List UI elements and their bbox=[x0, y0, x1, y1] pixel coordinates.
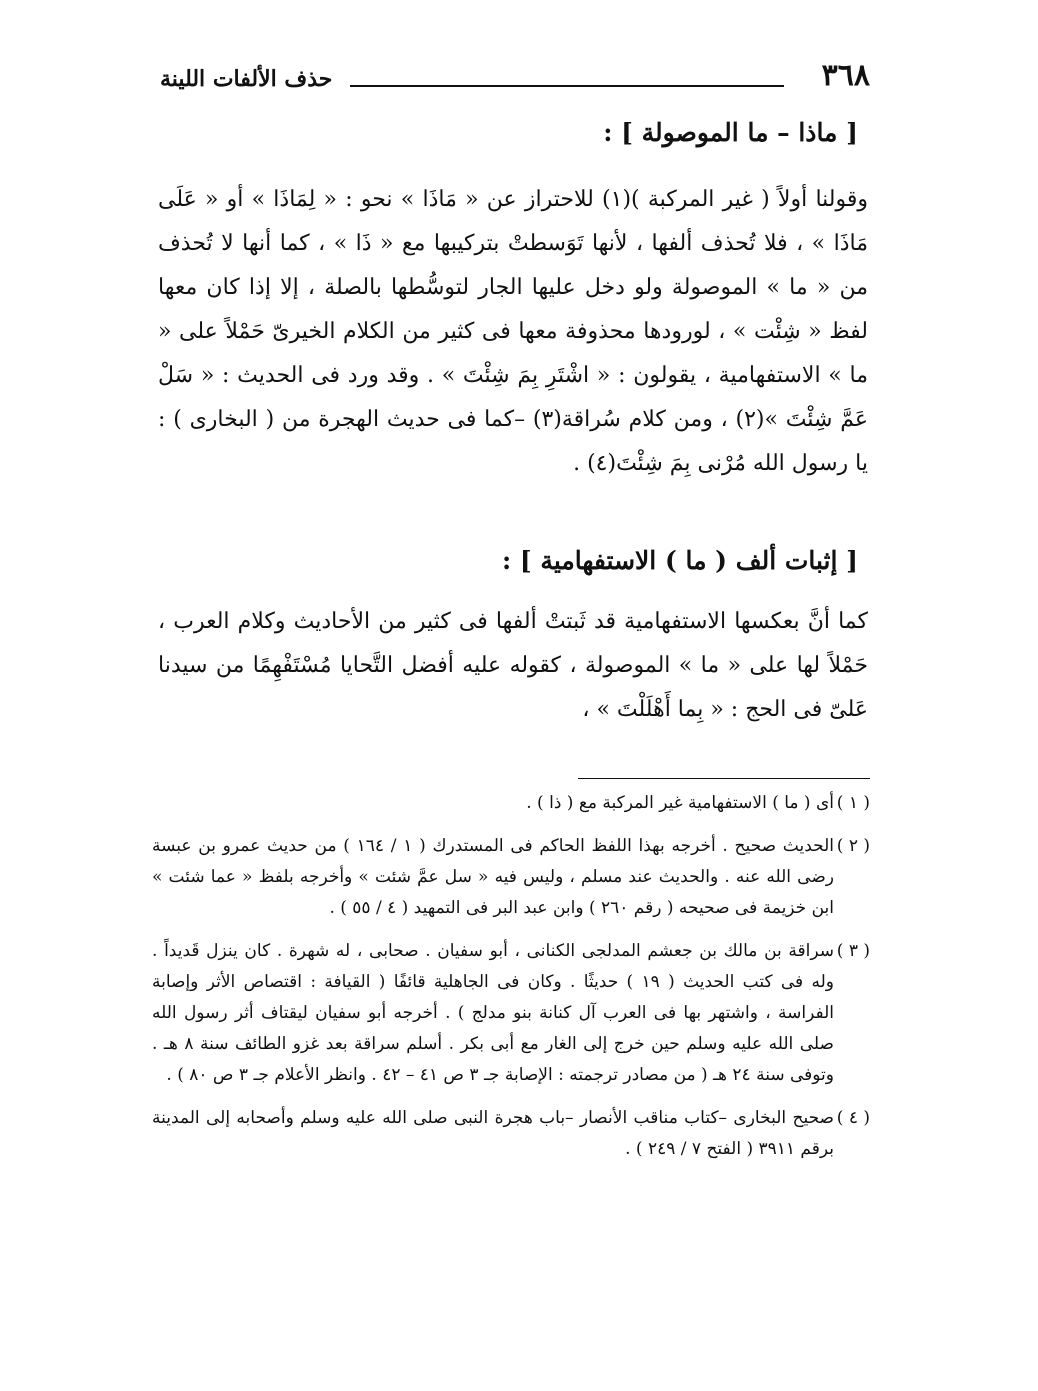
page-header bbox=[160, 58, 870, 106]
body-paragraph-2: كما أنَّ بعكسها الاستفهامية قد ثَبتتْ ألفها فى كثير من الأحاديث وكلام العرب ، حَمْلاً لها على « ما » الموصولة ، كقوله عليه أفضل التَّحايا مُسْتَفْهِمًا من سيدنا عَلىّ فى الحج : « بِما أَهْلَلْتَ » ، bbox=[158, 609, 868, 722]
footnote-2 bbox=[152, 831, 870, 924]
footnote-text: صحيح البخارى –كتاب مناقب الأنصار –باب هجرة النبى صلى الله عليه وسلم وأصحابه إلى المدينة برقم ٣٩١١ ( الفتح ٧ / ٢٤٩ ) . bbox=[152, 1108, 834, 1159]
footnote-text: أى ( ما ) الاستفهامية غير المركبة مع ( ذا ) . bbox=[526, 793, 834, 813]
footnote-text: الحديث صحيح . أخرجه بهذا اللفظ الحاكم فى المستدرك ( ١ / ١٦٤ ) من حديث عمرو بن عبسة رضى الله عنه . والحديث عند مسلم ، وليس فيه « سل عمَّ شئت » وأخرجه بلفظ « عما شئت » ابن خزيمة فى صحيحه ( رقم ٢٦٠ ) وابن عبد البر فى التمهيد ( ٤ / ٥٥ ) . bbox=[152, 836, 834, 918]
footnote-1 bbox=[152, 788, 870, 819]
footnote-number: ( ٤ ) bbox=[836, 1108, 870, 1128]
page-number: ٣٦٨ bbox=[821, 58, 870, 93]
footnote-3 bbox=[152, 936, 870, 1091]
running-title: حذف الألفات اللينة bbox=[160, 66, 333, 92]
body-paragraph-1: وقولنا أولاً ( غير المركبة )(١) للاحتراز عن « مَاذَا » نحو : « لِمَاذَا » أو « عَلَى مَاذَا » ، فلا تُحذف ألفها ، لأنها تَوَسطتْ بتركيبها مع « ذَا » ، كما أنها لا تُحذف من « ما » الموصولة ولو دخل عليها الجار لتوسُّطها بالصلة ، إلا إذا كان معها لفظ « شِئْت » ، لورودها محذوفة معها فى كثير من الكلام الخيرىّ حَمْلاً على « ما » الاستفهامية ، يقولون : « اشْتَرِ بِمَ شِئْتَ » . وقد ورد فى الحديث : « سَلْ عَمَّ شِئْتَ »(٢) ، ومن كلام سُراقة(٣) –كما فى حديث الهجرة من ( البخارى ) : يا رسول الله مُرْنى بِمَ شِئْتَ(٤) . bbox=[158, 187, 868, 476]
header-rule bbox=[350, 85, 784, 87]
footnotes bbox=[152, 788, 870, 1177]
footnote-separator bbox=[578, 778, 870, 779]
section-heading-madha: [ ماذا – ما الموصولة ] : bbox=[603, 118, 858, 147]
section-heading-ithbat: [ إثبات ألف ( ما ) الاستفهامية ] : bbox=[501, 546, 858, 575]
footnote-4 bbox=[152, 1103, 870, 1165]
footnote-text: سراقة بن مالك بن جعشم المدلجى الكنانى ، أبو سفيان . صحابى ، له شهرة . كان ينزل قَديداً . وله فى كتب الحديث ( ١٩ ) حديثًا . وكان فى الجاهلية قائفًا ( القيافة : اقتصاص الأثر وإصابة الفراسة ، واشتهر بها فى العرب آل كنانة بنو مدلج ) . أخرجه أبو سفيان ليقتاف أثر رسول الله صلى الله عليه وسلم حين خرج إلى الغار مع أبى بكر . أسلم سراقة بعد غزو الطائف سنة ٨ هـ . وتوفى سنة ٢٤ هـ ( من مصادر ترجمته : الإصابة جـ ٣ ص ٤١ – ٤٢ . وانظر الأعلام جـ ٣ ص ٨٠ ) . bbox=[152, 941, 835, 1085]
footnote-number: ( ٣ ) bbox=[836, 941, 870, 961]
footnote-number: ( ١ ) bbox=[836, 793, 870, 813]
footnote-number: ( ٢ ) bbox=[836, 836, 870, 856]
